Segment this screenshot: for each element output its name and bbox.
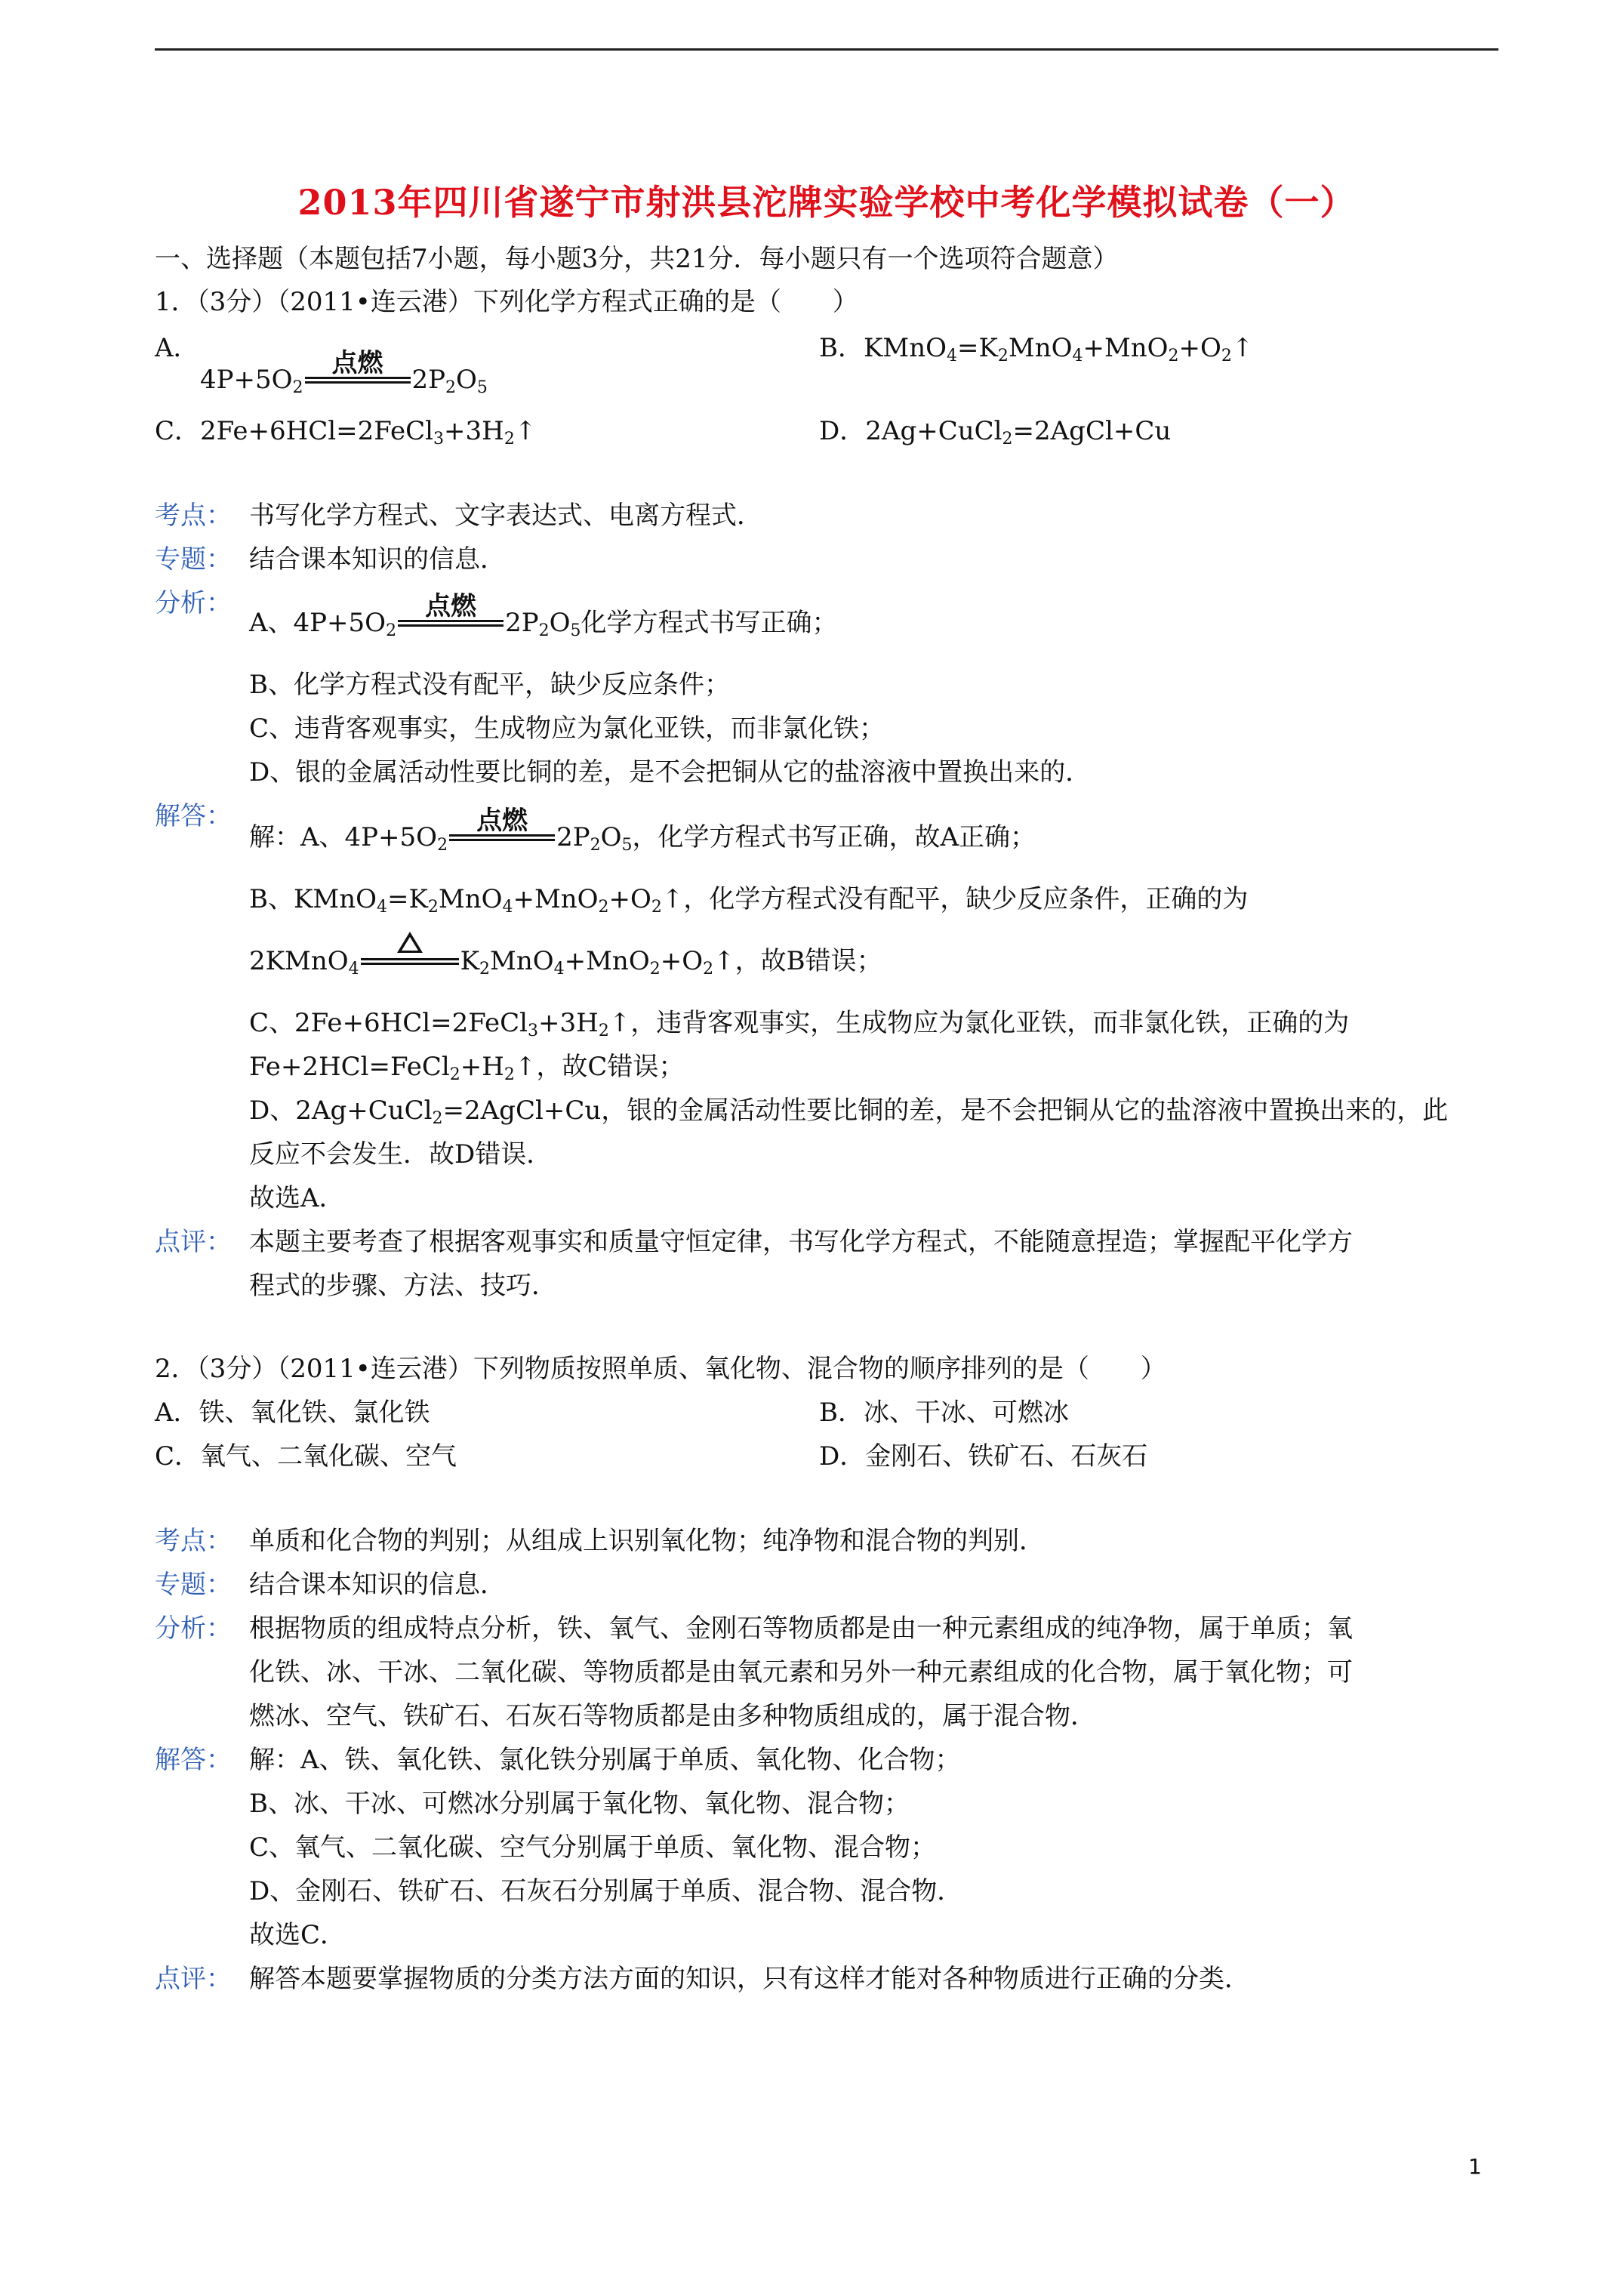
page-title: 2013年四川省遂宁市射洪县沱牌实验学校中考化学模拟试卷（一） (297, 182, 1356, 223)
q2-kaodian-label: 考点： (155, 1526, 232, 1556)
q2-jieda-3: C、氧气、二氧化碳、空气分别属于单质、氧化物、混合物； (249, 1832, 937, 1863)
q2-jieda-1: 解：A、铁、氧化铁、氯化铁分别属于单质、氧化物、化合物； (249, 1745, 961, 1775)
q1-kaodian: 书写化学方程式、文字表达式、电离方程式． (249, 501, 762, 531)
q2-jieda-label: 解答： (155, 1745, 232, 1775)
q2-zhuanti: 结合课本知识的信息． (249, 1570, 506, 1600)
page-number: 1 (1468, 2154, 1482, 2179)
q1-option-d: D．2Ag+CuCl$_2$=2AgCl+Cu (819, 416, 1172, 448)
q1-fenxi-b: B、化学方程式没有配平，缺少反应条件； (249, 670, 730, 700)
q1-dianping-label: 点评： (155, 1227, 232, 1257)
q1-dianping-1: 本题主要考查了根据客观事实和质量守恒定律，书写化学方程式，不能随意捏造；掌握配平化学方 (249, 1227, 1353, 1257)
q1-option-a-label: A． (155, 333, 199, 363)
q1-zhuanti: 结合课本知识的信息． (249, 544, 506, 575)
q1-option-b: B．$KMnO_4=K_2MnO_4+MnO_2+O_2↑$ (819, 333, 1254, 365)
q2-dianping: 解答本题要掌握物质的分类方法方面的知识，只有这样才能对各种物质进行正确的分类． (249, 1964, 1250, 1994)
q1-jieda-d: D、2Ag+CuCl$_2$=2AgCl+Cu，银的金属活动性要比铜的差，是不会把铜从它的盐溶液中置换出来的，此 (249, 1096, 1449, 1128)
q2-option-a: A．铁、氧化铁、氯化铁 (155, 1398, 430, 1428)
section-heading: 一、选择题（本题包括7小题，每小题3分，共21分．每小题只有一个选项符合题意） (155, 244, 1119, 274)
q2-kaodian: 单质和化合物的判别；从组成上识别氧化物；纯净物和混合物的判别． (249, 1526, 1045, 1556)
q2-jieda-5: 故选C． (249, 1920, 346, 1950)
q2-dianping-label: 点评： (155, 1964, 232, 1994)
q1-jieda-d2: 反应不会发生．故D错误． (249, 1139, 553, 1170)
q1-option-a: $4P+5O_2$ 点燃 $2P_2O_5$ (200, 348, 488, 397)
q2-fenxi-3: 燃冰、空气、铁矿石、石灰石等物质都是由多种物质组成的，属于混合物． (249, 1701, 1096, 1731)
q1-fenxi-c: C、违背客观事实，生成物应为氯化亚铁，而非氯化铁； (249, 713, 885, 744)
heat-triangle-icon (397, 932, 423, 953)
q2-option-d: D．金刚石、铁矿石、石灰石 (819, 1441, 1148, 1472)
q1-option-c: C．$2Fe+6HCl=2FeCl_3+3H_2↑$ (155, 416, 537, 448)
q2-stem: 2．（3分）（2011•连云港）下列物质按照单质、氧化物、混合物的顺序排列的是（ ） (155, 1354, 1166, 1384)
q1-jieda-c2: $Fe+2HCl=FeCl_2+H_2↑$，故C错误； (249, 1052, 685, 1084)
q1-dianping-2: 程式的步骤、方法、技巧． (249, 1271, 557, 1301)
q1-jieda-label: 解答： (155, 801, 232, 831)
q1-fenxi-label: 分析： (155, 588, 232, 618)
header-rule (155, 48, 1498, 51)
q1-jieda-c: C、$2Fe+6HCl=2FeCl_3+3H_2↑$，违背客观事实，生成物应为氯化亚铁，而非氯化铁，正确的为 (249, 1008, 1350, 1040)
q1-zhuanti-label: 专题： (155, 544, 232, 575)
q1-jieda-b2: 2KMnO$_4$ $K_2MnO_4+MnO_2+O_2↑$，故B错误； (249, 944, 882, 978)
q2-fenxi-2: 化铁、冰、干冰、二氧化碳、等物质都是由氧元素和另外一种元素组成的化合物，属于氧化物；可 (249, 1657, 1353, 1687)
q1-kaodian-label: 考点： (155, 501, 232, 531)
q1-jieda-a: 解：A、$4P+5O_2$ 点燃 $2P_2O_5$，化学方程式书写正确，故A正确； (249, 806, 1036, 855)
q1-fenxi-a: A、$4P+5O_2$ 点燃 $2P_2O_5$化学方程式书写正确； (249, 591, 838, 640)
q2-jieda-4: D、金刚石、铁矿石、石灰石分别属于单质、混合物、混合物． (249, 1876, 963, 1906)
q2-zhuanti-label: 专题： (155, 1570, 232, 1600)
q1-fenxi-d: D、银的金属活动性要比铜的差，是不会把铜从它的盐溶液中置换出来的． (249, 757, 1092, 787)
q2-fenxi-label: 分析： (155, 1613, 232, 1644)
q1-jieda-end: 故选A． (249, 1183, 345, 1213)
q1-jieda-b: B、$KMnO_4=K_2MnO_4+MnO_2+O_2↑$，化学方程式没有配平，缺少反应条件，正确的为 (249, 884, 1249, 917)
q2-option-b: B．冰、干冰、可燃冰 (819, 1398, 1069, 1428)
q2-fenxi-1: 根据物质的组成特点分析，铁、氧气、金刚石等物质都是由一种元素组成的纯净物，属于单质；氧 (249, 1613, 1353, 1644)
q2-jieda-2: B、冰、干冰、可燃冰分别属于氧化物、氧化物、混合物； (249, 1789, 910, 1819)
q1-stem: 1．（3分）（2011•连云港）下列化学方程式正确的是（ ） (155, 287, 858, 317)
q2-option-c: C．氧气、二氧化碳、空气 (155, 1441, 457, 1472)
